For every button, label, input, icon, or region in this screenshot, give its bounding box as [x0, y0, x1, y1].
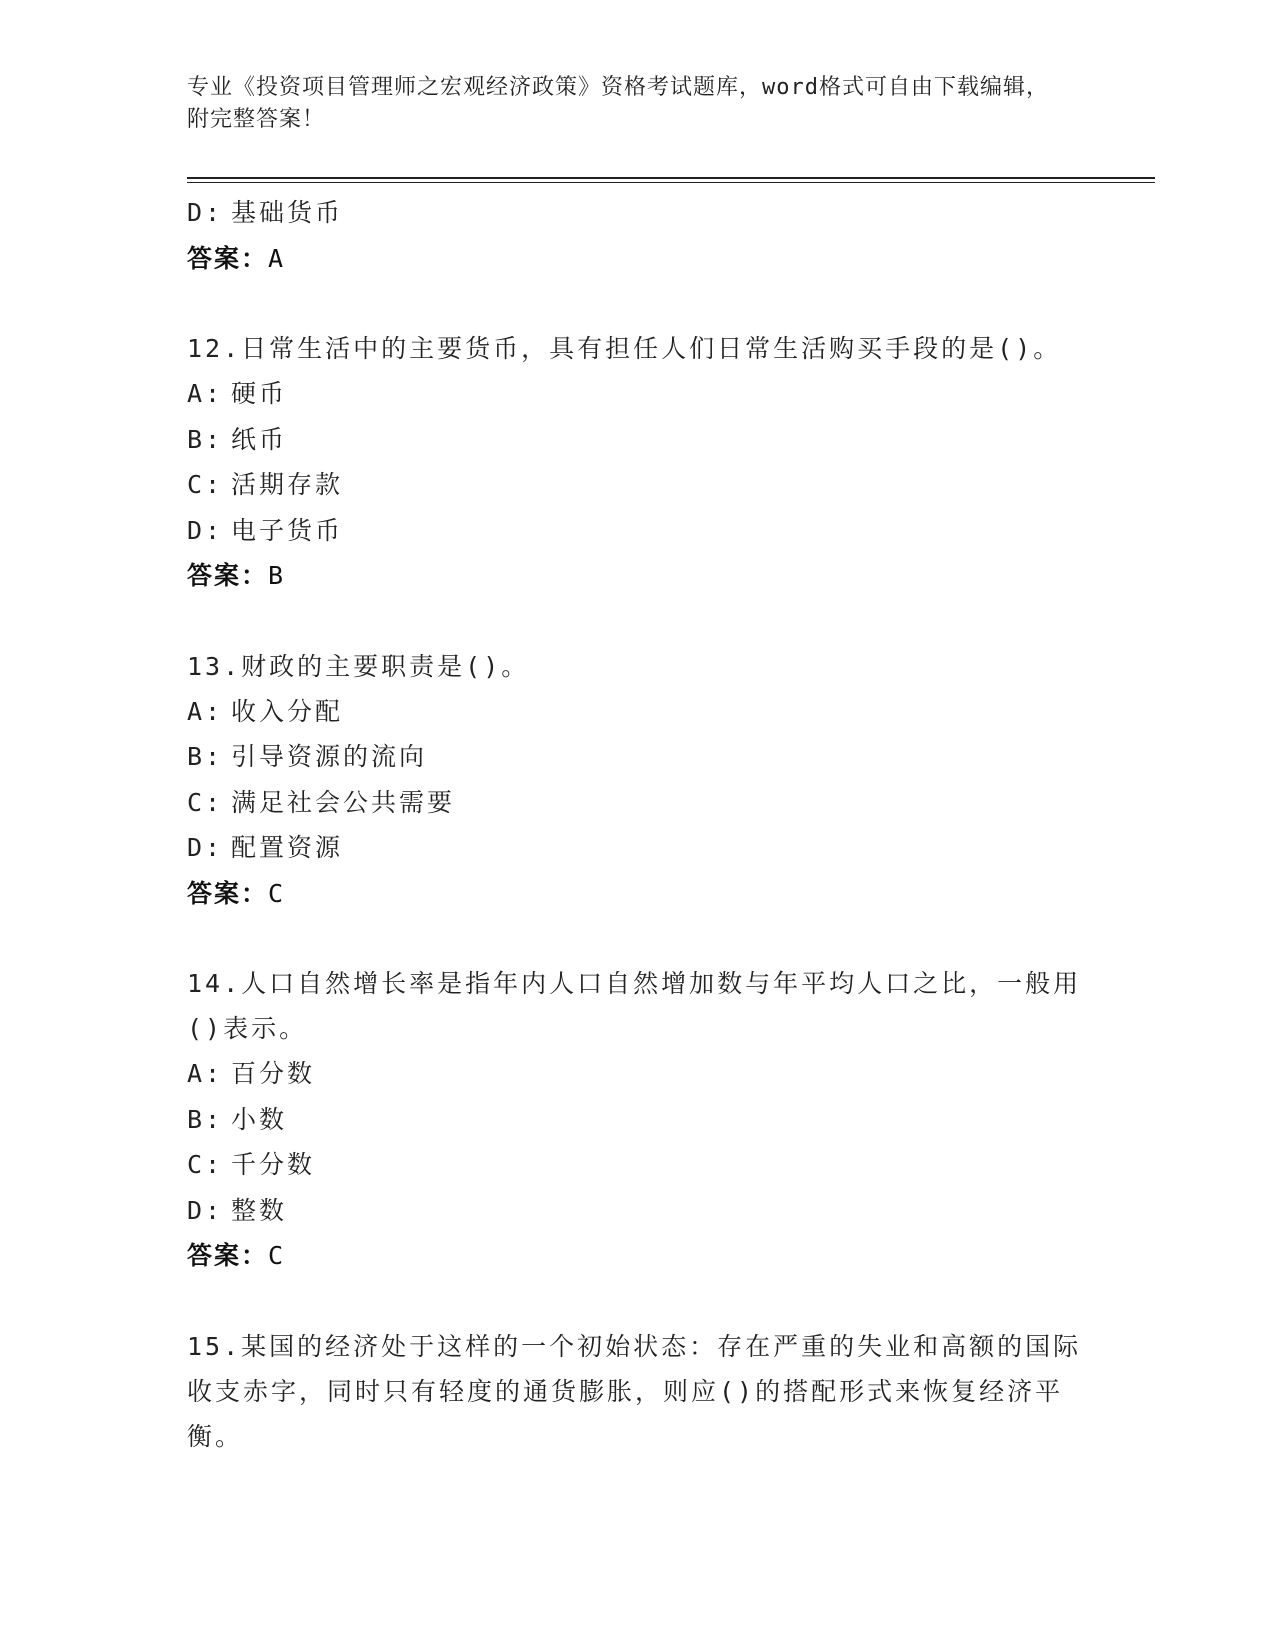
spacer [187, 599, 1087, 644]
option-text: 基础货币 [231, 198, 344, 227]
answer-label: 答案： [187, 561, 269, 590]
option-c [187, 1142, 1087, 1188]
option-text: 满足社会公共需要 [231, 787, 456, 817]
option-key: B: [187, 742, 224, 771]
header-divider-thin [187, 182, 1155, 183]
option-c [187, 780, 1087, 826]
answer-line [187, 871, 1087, 917]
option-text: 千分数 [231, 1150, 316, 1179]
answer-value: C [268, 878, 286, 908]
option-d [187, 190, 1087, 236]
option-text: 硬币 [231, 379, 288, 408]
option-b [187, 417, 1087, 463]
answer-line [187, 553, 1087, 599]
option-d [187, 1188, 1087, 1234]
page-header: 专业《投资项目管理师之宏观经济政策》资格考试题库，word格式可自由下载编辑，附完整答案！ [187, 75, 1049, 132]
option-a [187, 371, 1087, 417]
option-text: 活期存款 [231, 470, 344, 499]
header-divider-thick [187, 177, 1155, 179]
option-key: C: [187, 787, 224, 817]
answer-line [187, 236, 1087, 282]
option-text: 纸币 [231, 424, 288, 454]
spacer [187, 1279, 1087, 1324]
option-text: 收入分配 [231, 696, 344, 726]
option-d [187, 825, 1087, 871]
option-text: 引导资源的流向 [231, 742, 428, 771]
spacer [187, 916, 1087, 961]
option-text: 配置资源 [231, 833, 344, 862]
option-d [187, 508, 1087, 554]
question-stem: 14.人口自然增长率是指年内人口自然增加数与年平均人口之比，一般用()表示。 [187, 969, 1082, 1043]
option-a [187, 689, 1087, 735]
question-stem: 13.财政的主要职责是()。 [187, 651, 530, 681]
option-key: B: [187, 424, 224, 454]
option-key: A: [187, 1059, 224, 1088]
option-text: 小数 [231, 1104, 288, 1134]
option-key: D: [187, 833, 224, 862]
option-key: A: [187, 696, 224, 726]
option-a [187, 1051, 1087, 1097]
question-list [187, 190, 1087, 1459]
option-text: 百分数 [231, 1059, 316, 1088]
option-key: A: [187, 379, 224, 408]
option-text: 整数 [231, 1195, 288, 1225]
option-b [187, 734, 1087, 780]
answer-line [187, 1233, 1087, 1279]
option-c [187, 462, 1087, 508]
option-key: D: [187, 198, 224, 227]
question-stem: 15.某国的经济处于这样的一个初始状态：存在严重的失业和高额的国际收支赤字，同时只有轻度的通货膨胀，则应()的搭配形式来恢复经济平衡。 [187, 1331, 1082, 1451]
option-b [187, 1097, 1087, 1143]
option-key: B: [187, 1104, 224, 1134]
answer-value: A [268, 243, 286, 273]
option-key: C: [187, 470, 224, 499]
question-stem: 12.日常生活中的主要货币，具有担任人们日常生活购买手段的是()。 [187, 334, 1062, 363]
answer-label: 答案： [187, 1241, 269, 1270]
option-key: D: [187, 1195, 224, 1225]
answer-value: B [268, 561, 286, 590]
option-key: C: [187, 1150, 224, 1179]
spacer [187, 281, 1087, 326]
option-key: D: [187, 515, 224, 545]
answer-label: 答案： [187, 243, 269, 273]
answer-label: 答案： [187, 878, 269, 908]
answer-value: C [268, 1241, 286, 1270]
option-text: 电子货币 [231, 515, 344, 545]
